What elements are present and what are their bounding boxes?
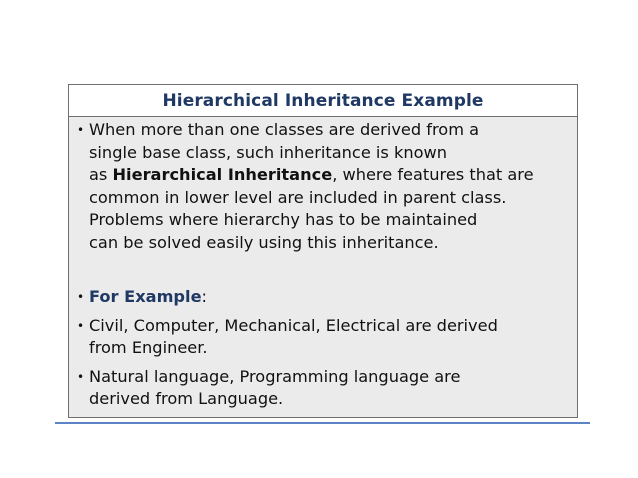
definition-bullet xyxy=(77,119,567,254)
example-label: For Example xyxy=(89,287,202,306)
definition-text xyxy=(89,119,567,254)
definition-line-5: Problems where hierarchy has to be maintained xyxy=(89,210,478,229)
definition-line-3 xyxy=(89,164,567,187)
definition-line-2: single base class, such inheritance is known xyxy=(89,142,448,162)
definition-line-3-prefix: as xyxy=(89,165,113,184)
hierarchical-inheritance-term: Hierarchical Inheritance xyxy=(112,165,333,184)
language-example-text xyxy=(89,366,567,411)
bullet-icon: • xyxy=(77,369,85,384)
bullet-icon: • xyxy=(77,290,85,304)
engineer-example-text xyxy=(89,315,567,360)
example-colon: : xyxy=(201,287,208,306)
engineer-example-bullet xyxy=(77,315,567,360)
title-bar xyxy=(69,85,577,117)
language-example-line-1: Natural language, Programming language are xyxy=(89,366,461,386)
language-example-line-2: derived from Language. xyxy=(89,389,284,408)
engineer-example-line-1: Civil, Computer, Mechanical, Electrical are derived xyxy=(89,315,498,335)
bullet-spacer xyxy=(77,254,567,286)
language-example-bullet xyxy=(77,366,567,411)
engineer-example-line-2: from Engineer. xyxy=(89,338,208,357)
definition-line-4: common in lower level are included in parent class. xyxy=(89,187,507,207)
definition-line-6: can be solved easily using this inheritance. xyxy=(89,232,439,252)
content-panel xyxy=(68,84,578,418)
bullet-icon: • xyxy=(77,318,85,333)
bullet-icon: • xyxy=(77,123,85,137)
definition-line-1: When more than one classes are derived from a xyxy=(89,120,480,139)
definition-line-3-suffix: , where features that are xyxy=(332,165,534,184)
example-heading xyxy=(89,286,567,309)
example-heading-bullet xyxy=(77,286,567,309)
bottom-divider xyxy=(55,422,590,424)
bullet-list xyxy=(69,119,577,411)
slide-title: Hierarchical Inheritance Example xyxy=(162,90,484,111)
